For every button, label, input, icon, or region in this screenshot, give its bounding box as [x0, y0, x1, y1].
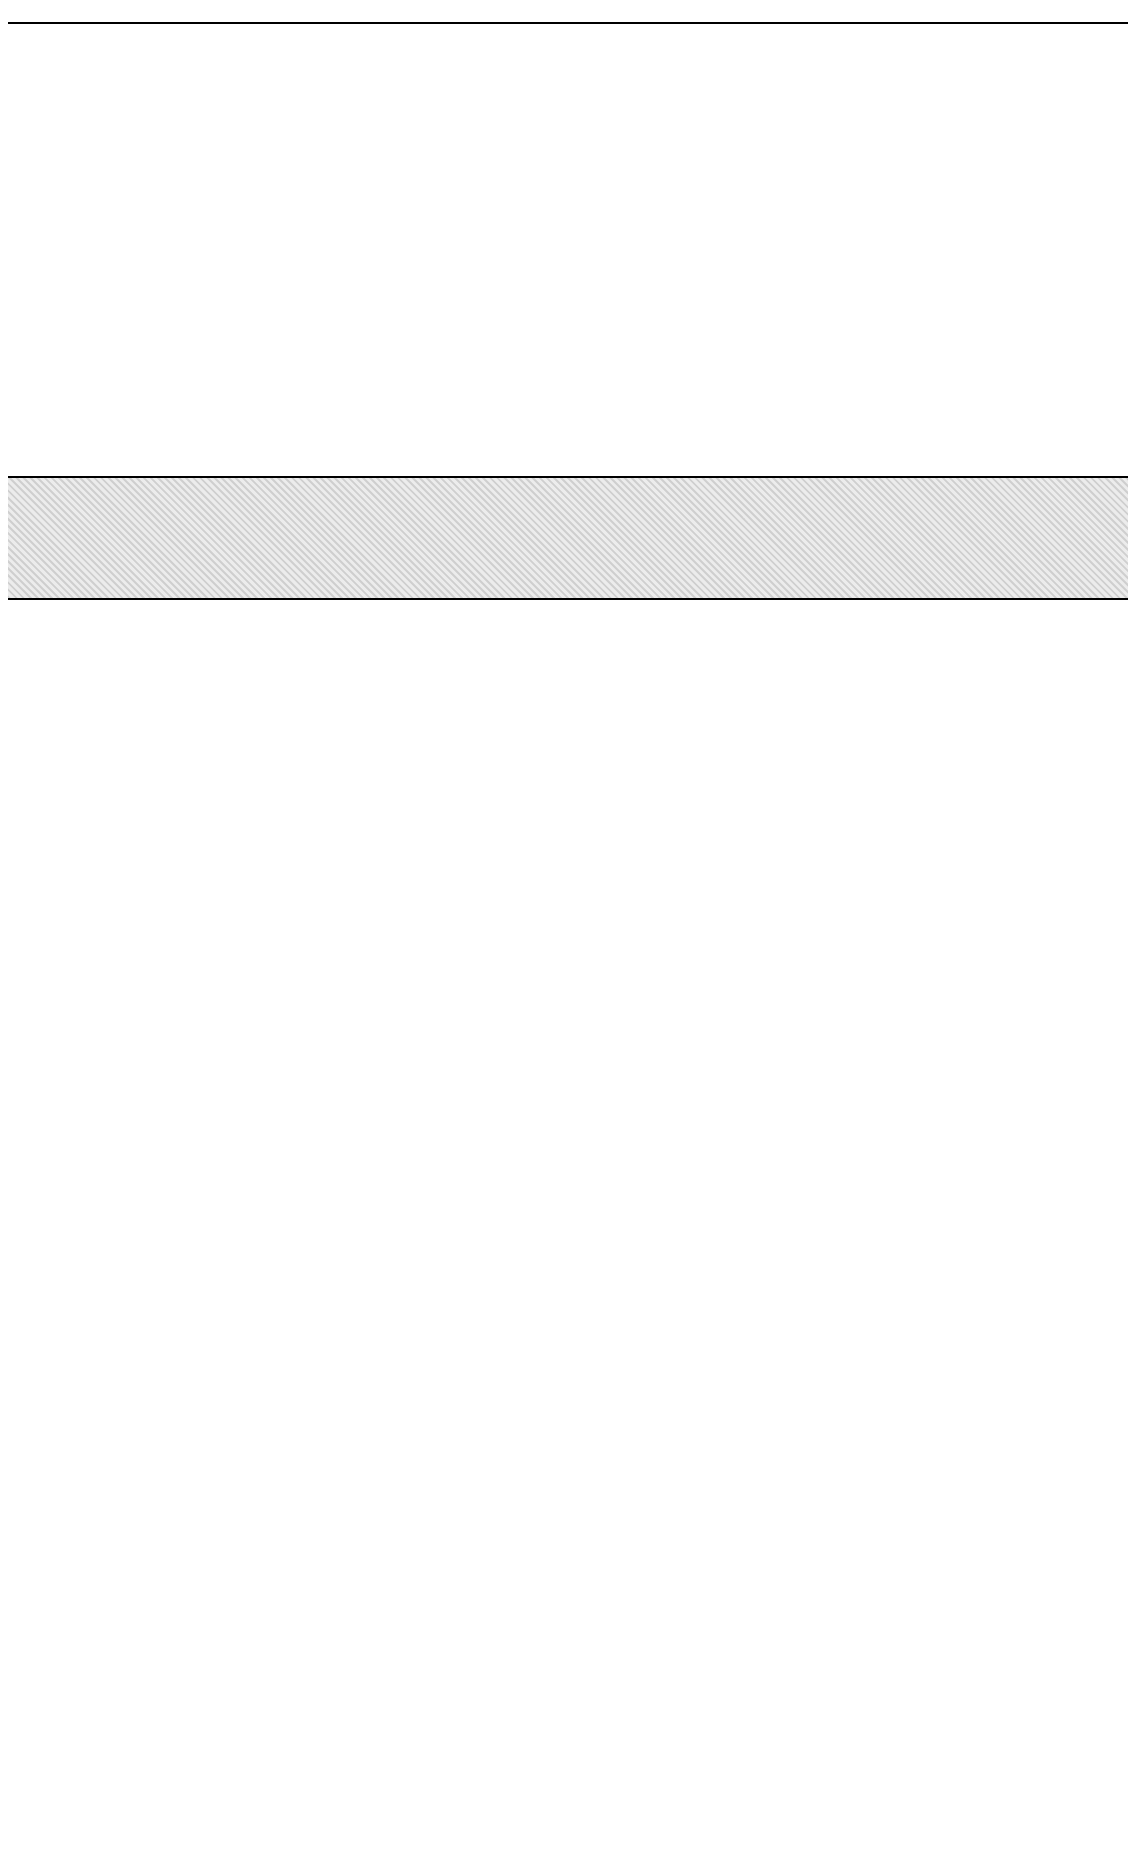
service-guide-section [8, 602, 1128, 1857]
home-service-guide-banner [8, 478, 1128, 600]
classified-section [8, 22, 1128, 478]
running-head [8, 6, 1128, 20]
